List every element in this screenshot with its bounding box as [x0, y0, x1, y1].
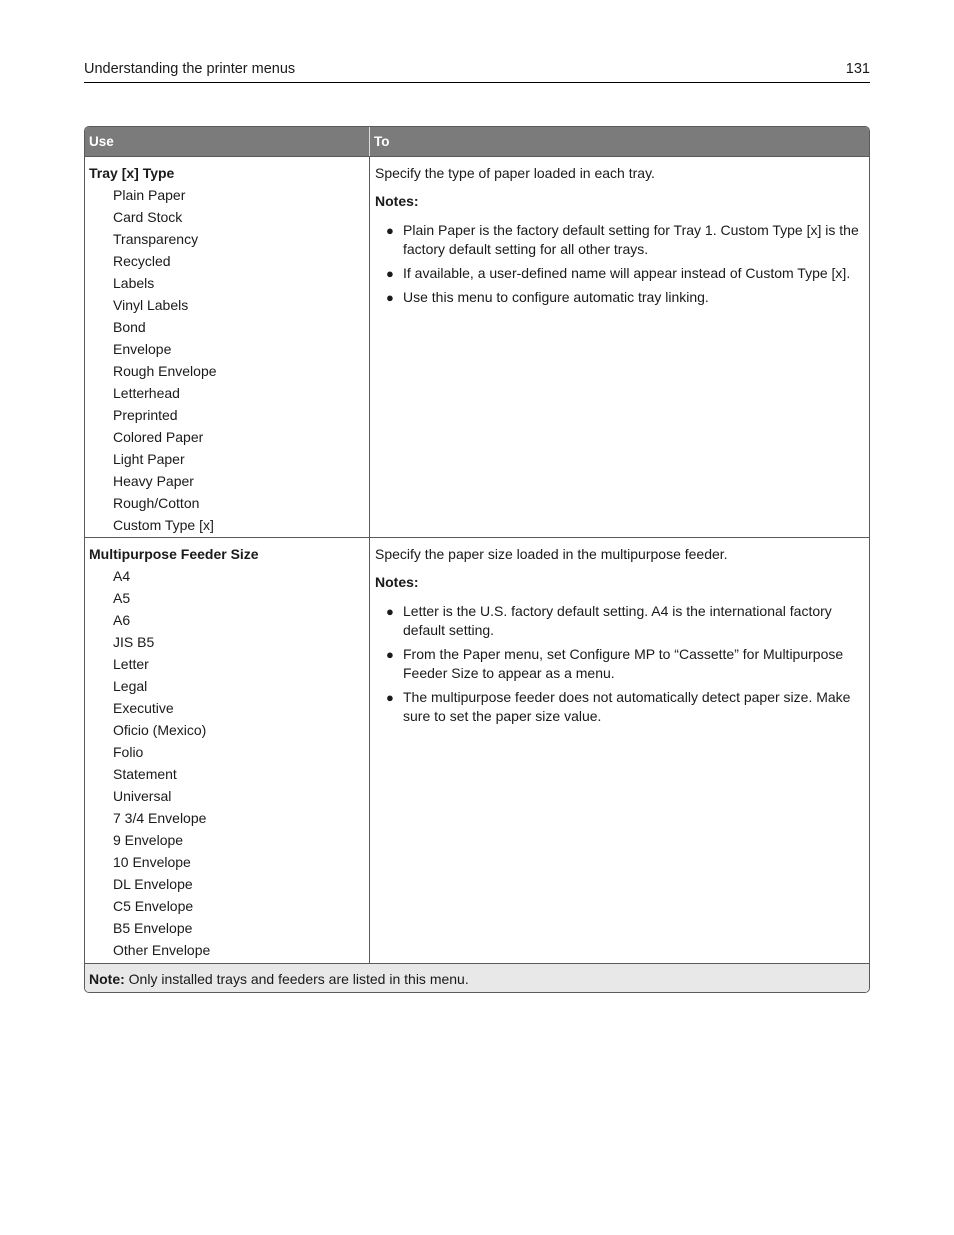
use-cell — [85, 157, 370, 537]
bullet-icon: ● — [386, 690, 394, 705]
option-list — [89, 185, 365, 535]
option-item: Preprinted — [113, 407, 178, 423]
use-cell — [85, 538, 370, 963]
column-header-to: To — [374, 134, 390, 149]
note-item — [375, 688, 865, 726]
option-item: A6 — [113, 612, 131, 628]
setting-name: Tray [x] Type — [89, 165, 175, 181]
note-text: From the Paper menu, set Configure MP to “Cassette” for Multipurpose Feeder Size to appear as a menu. — [403, 646, 844, 681]
note-prefix: Note: — [89, 971, 125, 987]
bullet-icon: ● — [386, 290, 394, 305]
table-header-row — [85, 127, 869, 156]
notes-label: Notes: — [375, 574, 419, 590]
note-item — [375, 221, 865, 259]
option-item: 7 3/4 Envelope — [113, 810, 207, 826]
option-item: 10 Envelope — [113, 854, 191, 870]
column-header-use: Use — [85, 127, 370, 156]
note-text: Only installed trays and feeders are listed in this menu. — [124, 971, 469, 987]
option-item: Executive — [113, 700, 174, 716]
option-item: Bond — [113, 319, 146, 335]
bullet-icon: ● — [386, 604, 394, 619]
section-title: Understanding the printer menus — [84, 61, 296, 77]
option-item: Card Stock — [113, 209, 183, 225]
option-item: 9 Envelope — [113, 832, 184, 848]
option-item: Legal — [113, 678, 148, 694]
option-item: Oficio (Mexico) — [113, 722, 207, 738]
option-item: Heavy Paper — [113, 473, 194, 489]
note-item — [375, 602, 865, 640]
option-item: Rough Envelope — [113, 363, 217, 379]
option-item: Recycled — [113, 253, 171, 269]
option-item: A5 — [113, 590, 131, 606]
page-number: 131 — [845, 61, 870, 77]
option-item: DL Envelope — [113, 876, 193, 892]
option-item: Labels — [113, 275, 155, 291]
option-item: Plain Paper — [113, 187, 186, 203]
option-item: Colored Paper — [113, 429, 204, 445]
note-item — [375, 264, 865, 283]
option-list — [89, 566, 365, 960]
option-item: Letterhead — [113, 385, 180, 401]
setting-description: Specify the type of paper loaded in each tray. — [375, 165, 655, 181]
option-item: Rough/Cotton — [113, 495, 200, 511]
note-text: Letter is the U.S. factory default setting. A4 is the international factory default setting. — [403, 603, 832, 638]
table-row — [85, 156, 869, 537]
table-footer-row — [85, 963, 869, 992]
note-text: Plain Paper is the factory default setting for Tray 1. Custom Type [x] is the factory default setting for all other trays. — [403, 222, 859, 257]
page-header — [84, 60, 870, 83]
option-item: Statement — [113, 766, 177, 782]
bullet-icon: ● — [386, 647, 394, 662]
setting-description: Specify the paper size loaded in the multipurpose feeder. — [375, 546, 728, 562]
option-item: A4 — [113, 568, 131, 584]
notes-list — [375, 602, 865, 726]
option-item: Envelope — [113, 341, 172, 357]
table-footer-note — [85, 964, 473, 992]
bullet-icon: ● — [386, 266, 394, 281]
option-item: Custom Type [x] — [113, 517, 214, 533]
table-row — [85, 537, 869, 963]
notes-list — [375, 221, 865, 307]
option-item: JIS B5 — [113, 634, 155, 650]
note-item — [375, 645, 865, 683]
option-item: Vinyl Labels — [113, 297, 189, 313]
setting-name: Multipurpose Feeder Size — [89, 546, 259, 562]
note-text: The multipurpose feeder does not automatically detect paper size. Make sure to set the paper size value. — [403, 689, 851, 724]
menu-table — [84, 126, 870, 993]
option-item: Other Envelope — [113, 942, 211, 958]
note-text: If available, a user-defined name will appear instead of Custom Type [x]. — [403, 265, 851, 281]
notes-label: Notes: — [375, 193, 419, 209]
note-item — [375, 288, 865, 307]
option-item: Letter — [113, 656, 149, 672]
option-item: Universal — [113, 788, 172, 804]
option-item: Folio — [113, 744, 144, 760]
to-cell — [370, 538, 869, 963]
option-item: Light Paper — [113, 451, 185, 467]
bullet-icon: ● — [386, 223, 394, 238]
option-item: Transparency — [113, 231, 199, 247]
note-text: Use this menu to configure automatic tray linking. — [403, 289, 709, 305]
option-item: C5 Envelope — [113, 898, 194, 914]
to-cell — [370, 157, 869, 537]
option-item: B5 Envelope — [113, 920, 193, 936]
